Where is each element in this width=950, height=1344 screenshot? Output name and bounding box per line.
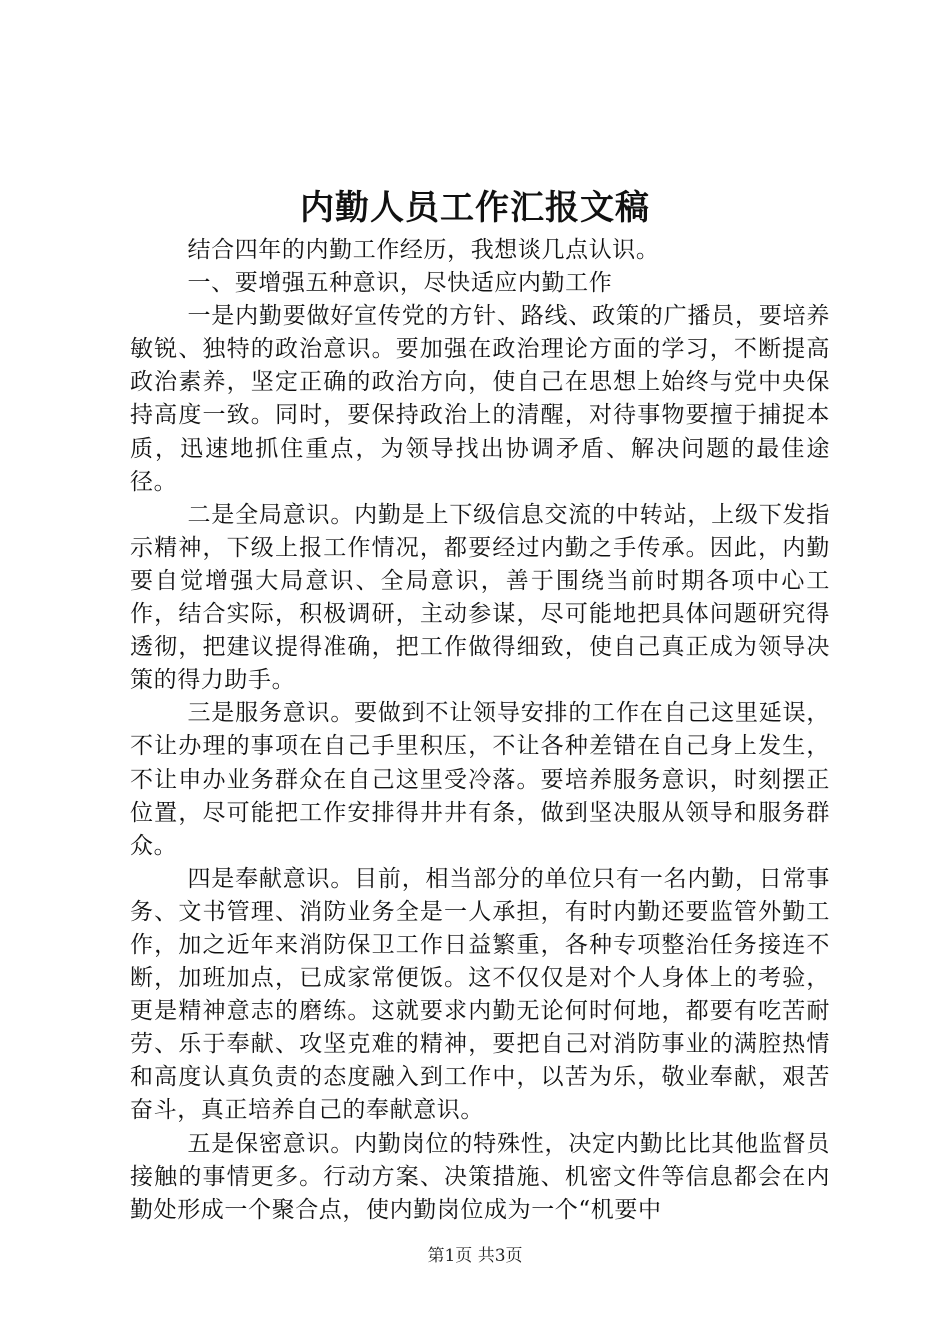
paragraph-political-awareness: 一是内勤要做好宣传党的方针、路线、政策的广播员，要培养敏锐、独特的政治意识。要加强在政治理论方面的学习，不断提高政治素养，坚定正确的政治方向，使自己在思想上始终与党中央保持高度一致。同时，要保持政治上的清醒，对待事物要擅于捕捉本质，迅速地抓住重点，为领导找出协调矛盾、解决问题的最佳途径。 (130, 303, 830, 495)
paragraph-overall-awareness: 二是全局意识。内勤是上下级信息交流的中转站，上级下发指示精神，下级上报工作情况，都要经过内勤之手传承。因此，内勤要自觉增强大局意识、全局意识，善于围绕当前时期各项中心工作，结合实际，积极调研，主动参谋，尽可能地把具体问题研究得透彻，把建议提得准确，把工作做得细致，使自己真正成为领导决策的得力助手。 (130, 501, 830, 694)
document-body (130, 234, 830, 1227)
section-heading-1: 一、要增强五种意识，尽快适应内勤工作 (187, 270, 613, 297)
paragraph-service-awareness: 三是服务意识。要做到不让领导安排的工作在自己这里延误，不让办理的事项在自己手里积压，不让各种差错在自己身上发生，不让申办业务群众在自己这里受冷落。要培养服务意识，时刻摆正位置，尽可能把工作安排得井井有条，做到坚决服从领导和服务群众。 (130, 700, 830, 859)
paragraph-dedication-awareness: 四是奉献意识。目前，相当部分的单位只有一名内勤，日常事务、文书管理、消防业务全是一人承担，有时内勤还要监管外勤工作，加之近年来消防保卫工作日益繁重，各种专项整治任务接连不断，加班加点，已成家常便饭。这不仅仅是对个人身体上的考验，更是精神意志的磨练。这就要求内勤无论何时何地，都要有吃苦耐劳、乐于奉献、攻坚克难的精神，要把自己对消防事业的满腔热情和高度认真负责的态度融入到工作中，以苦为乐，敬业奉献，艰苦奋斗，真正培养自己的奉献意识。 (130, 865, 830, 1124)
document-title: 内勤人员工作汇报文稿 (300, 188, 650, 228)
paragraph-confidentiality-awareness: 五是保密意识。内勤岗位的特殊性，决定内勤比比其他监督员接触的事情更多。行动方案、决策措施、机密文件等信息都会在内勤处形成一个聚合点，使内勤岗位成为一个“机要中 (130, 1130, 830, 1223)
paragraph-intro: 结合四年的内勤工作经历，我想谈几点认识。 (187, 237, 660, 263)
page-number-footer: 第1页 共3页 (427, 1246, 523, 1266)
